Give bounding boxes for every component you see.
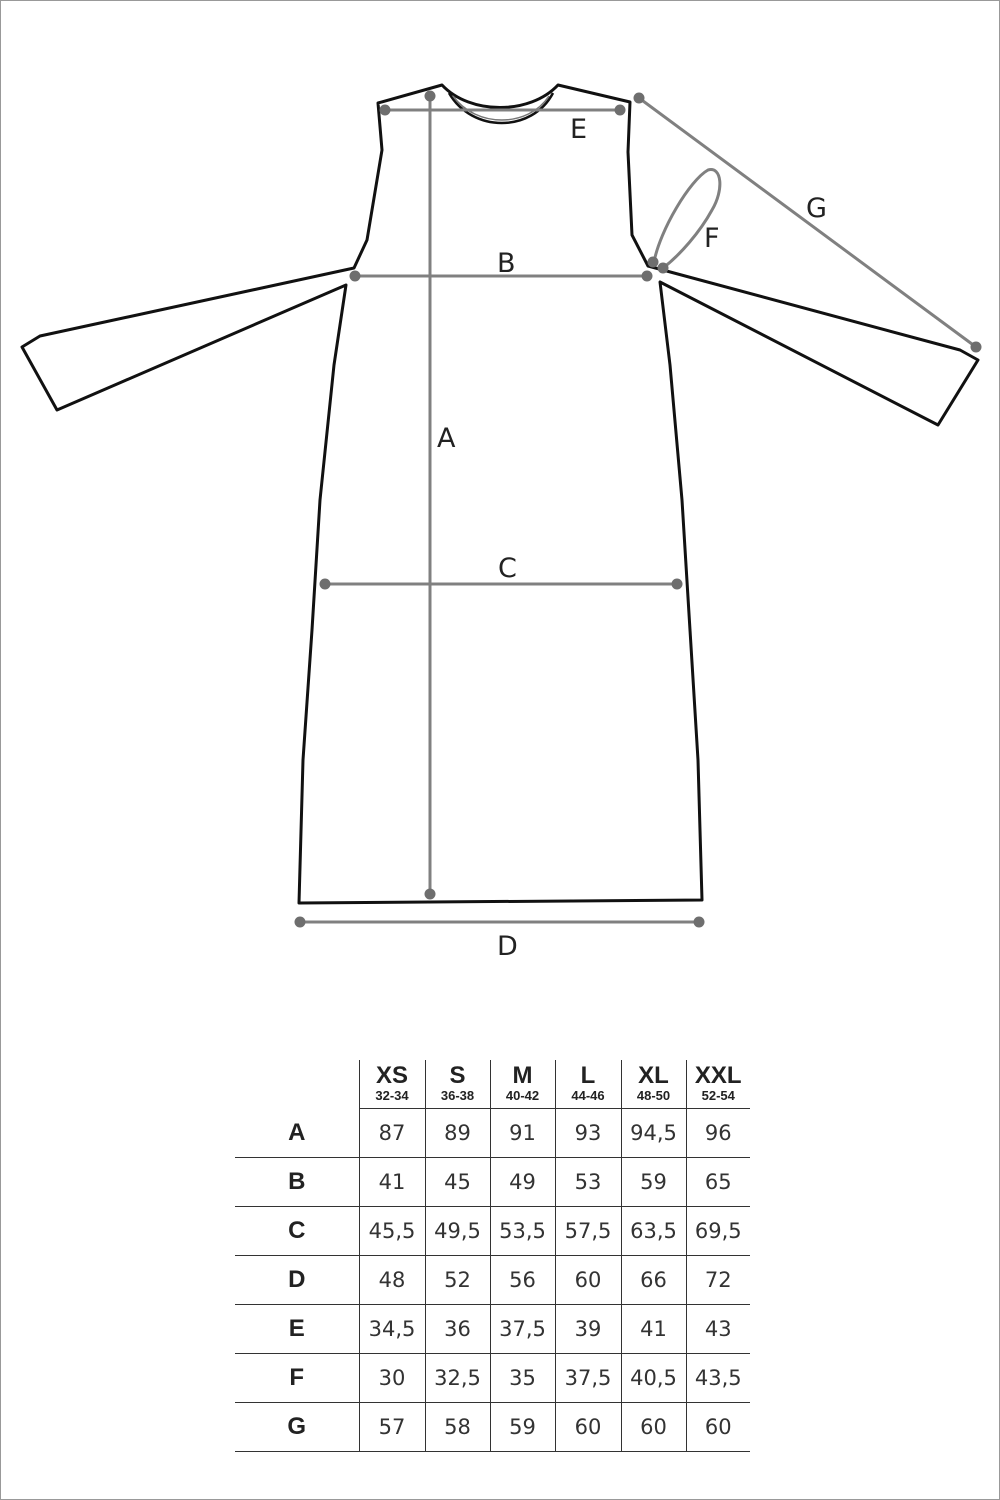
cell-value: 40,5 (621, 1353, 686, 1402)
size-name: XS (375, 1062, 408, 1089)
table-row (235, 1109, 750, 1158)
size-col-l (555, 1060, 621, 1109)
size-col-xs (359, 1060, 425, 1109)
measure-e-dot-right (615, 105, 626, 116)
row-label: A (235, 1109, 359, 1158)
cell-value: 94,5 (621, 1109, 686, 1158)
size-header-row (235, 1060, 750, 1109)
cell-value: 69,5 (686, 1206, 750, 1255)
measure-b-dot-right (642, 271, 653, 282)
measure-c-dot-left (320, 579, 331, 590)
measure-a-dot-top (425, 91, 436, 102)
cell-value: 43,5 (686, 1353, 750, 1402)
cell-value: 91 (490, 1109, 555, 1158)
size-range: 52-54 (701, 1088, 735, 1103)
cell-value: 43 (686, 1304, 750, 1353)
size-col-m (490, 1060, 555, 1109)
cell-value: 49 (490, 1157, 555, 1206)
size-col-xl (621, 1060, 686, 1109)
size-name: XXL (694, 1062, 742, 1089)
cell-value: 36 (425, 1304, 490, 1353)
table-row (235, 1353, 750, 1402)
size-name: L (580, 1062, 596, 1089)
cell-value: 52 (425, 1255, 490, 1304)
cell-value: 72 (686, 1255, 750, 1304)
measure-c-label: C (498, 553, 517, 584)
cell-value: 48 (359, 1255, 425, 1304)
cell-value: 49,5 (425, 1206, 490, 1255)
cell-value: 60 (621, 1402, 686, 1451)
cell-value: 32,5 (425, 1353, 490, 1402)
measure-b-label: B (497, 248, 516, 279)
cell-value: 39 (555, 1304, 621, 1353)
cell-value: 57 (359, 1402, 425, 1451)
cell-value: 65 (686, 1157, 750, 1206)
size-name: M (512, 1062, 533, 1089)
cell-value: 34,5 (359, 1304, 425, 1353)
cell-value: 41 (359, 1157, 425, 1206)
table-row (235, 1206, 750, 1255)
cell-value: 87 (359, 1109, 425, 1158)
cell-value: 93 (555, 1109, 621, 1158)
measure-d-label: D (497, 931, 518, 962)
size-range: 32-34 (375, 1088, 409, 1103)
measure-a-label: A (437, 423, 456, 454)
size-col-xxl (686, 1060, 750, 1109)
size-name: XL (638, 1062, 669, 1089)
measure-a-dot-bottom (425, 889, 436, 900)
cell-value: 35 (490, 1353, 555, 1402)
size-chart-table (235, 1060, 750, 1452)
cell-value: 57,5 (555, 1206, 621, 1255)
cell-value: 60 (686, 1402, 750, 1451)
cell-value: 37,5 (555, 1353, 621, 1402)
measure-d-dot-left (295, 917, 306, 928)
measure-e-dot-left (380, 105, 391, 116)
size-range: 36-38 (440, 1088, 475, 1103)
measure-g-dot-bottom (971, 342, 982, 353)
size-range: 40-42 (505, 1088, 540, 1103)
measure-f-dot-b (658, 263, 669, 274)
row-label: B (235, 1157, 359, 1206)
cell-value: 41 (621, 1304, 686, 1353)
row-label: D (235, 1255, 359, 1304)
cell-value: 63,5 (621, 1206, 686, 1255)
table-row (235, 1255, 750, 1304)
cell-value: 53,5 (490, 1206, 555, 1255)
row-label: E (235, 1304, 359, 1353)
table-row (235, 1157, 750, 1206)
measure-f-dot-a (648, 257, 659, 268)
measure-c-dot-right (672, 579, 683, 590)
row-label: G (235, 1402, 359, 1451)
cell-value: 59 (490, 1402, 555, 1451)
cell-value: 58 (425, 1402, 490, 1451)
size-range: 44-46 (571, 1088, 605, 1103)
dress-outline (22, 85, 978, 903)
measure-g-label: G (806, 193, 827, 224)
measure-f-label: F (704, 223, 720, 254)
cell-value: 60 (555, 1255, 621, 1304)
cell-value: 45,5 (359, 1206, 425, 1255)
size-col-s (425, 1060, 490, 1109)
cell-value: 30 (359, 1353, 425, 1402)
size-range: 48-50 (636, 1088, 671, 1103)
measure-b-dot-left (350, 271, 361, 282)
cell-value: 53 (555, 1157, 621, 1206)
cell-value: 89 (425, 1109, 490, 1158)
header-corner (235, 1060, 359, 1109)
measure-g-dot-top (634, 93, 645, 104)
cell-value: 45 (425, 1157, 490, 1206)
cell-value: 37,5 (490, 1304, 555, 1353)
table-row (235, 1304, 750, 1353)
measure-e-label: E (570, 114, 588, 145)
cell-value: 60 (555, 1402, 621, 1451)
cell-value: 56 (490, 1255, 555, 1304)
cell-value: 59 (621, 1157, 686, 1206)
measure-d-dot-right (694, 917, 705, 928)
row-label: F (235, 1353, 359, 1402)
row-label: C (235, 1206, 359, 1255)
size-name: S (449, 1062, 466, 1089)
cell-value: 66 (621, 1255, 686, 1304)
table-row (235, 1402, 750, 1451)
cell-value: 96 (686, 1109, 750, 1158)
